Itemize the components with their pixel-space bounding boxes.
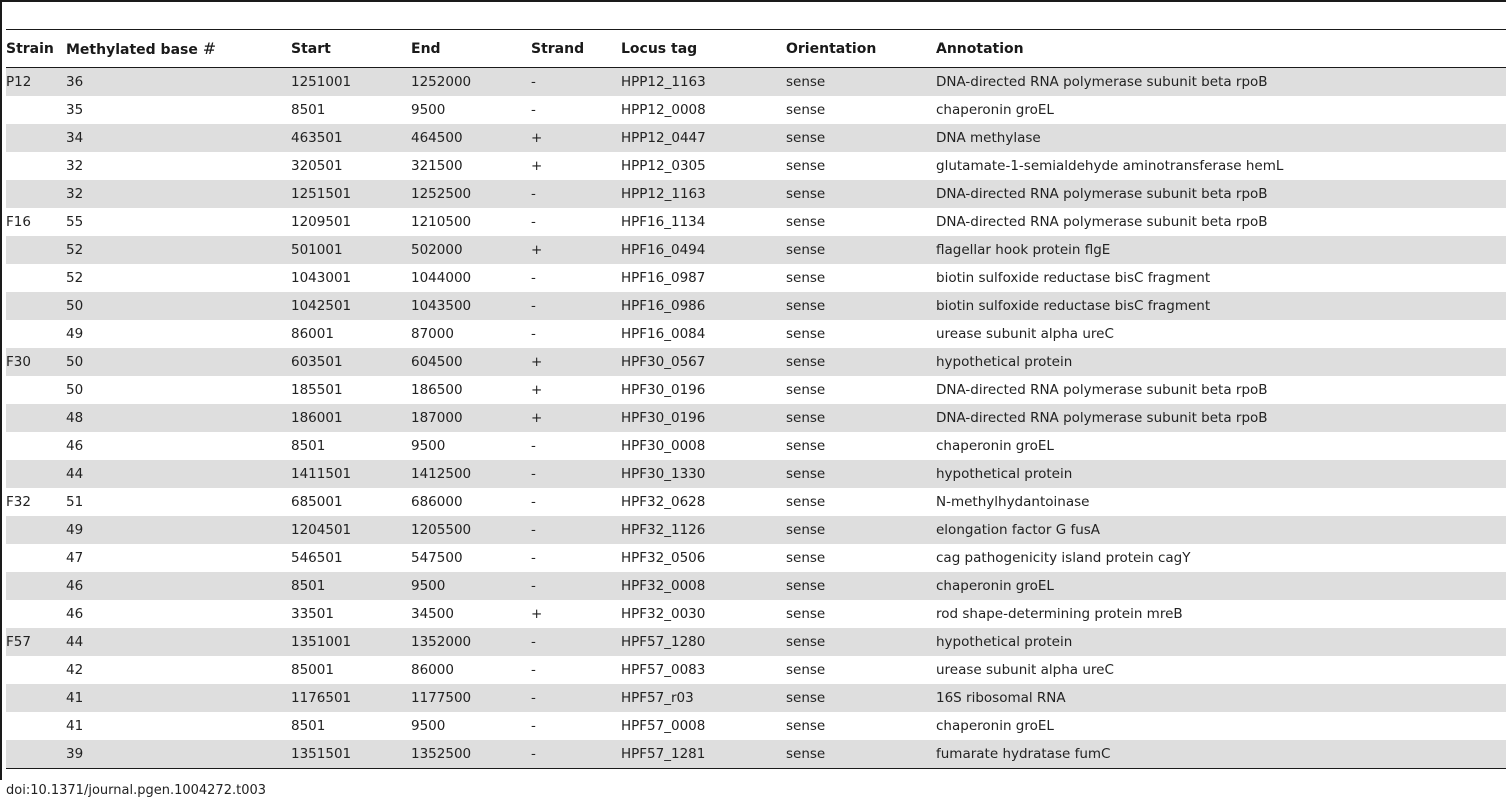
cell-methylated-base: 44	[66, 460, 291, 488]
cell-orientation: sense	[786, 124, 936, 152]
table-row	[6, 376, 1506, 404]
cell-start: 1351501	[291, 740, 411, 769]
cell-strand: -	[531, 494, 536, 510]
cell-annotation: DNA methylase	[936, 124, 1506, 152]
cell-start: 8501	[291, 438, 326, 454]
cell-strand: -	[531, 102, 536, 118]
cell-annotation: urease subunit alpha ureC	[936, 662, 1114, 678]
cell-orientation: sense	[786, 606, 826, 622]
cell-orientation: sense	[786, 326, 826, 342]
cell-strain	[6, 320, 66, 348]
table-row	[6, 180, 1506, 208]
cell-locus-tag: HPF16_0084	[621, 326, 706, 342]
cell-strain	[6, 712, 66, 740]
table-row	[6, 544, 1506, 572]
cell-end: 1044000	[411, 270, 472, 286]
cell-locus-tag: HPF32_0628	[621, 494, 706, 510]
cell-strand: -	[531, 516, 621, 544]
cell-end: 604500	[411, 348, 531, 376]
cell-methylated-base: 32	[66, 180, 291, 208]
cell-end: 1205500	[411, 516, 531, 544]
cell-annotation: chaperonin groEL	[936, 438, 1054, 454]
table-row	[6, 460, 1506, 488]
cell-end: 1412500	[411, 460, 531, 488]
cell-strain: P12	[6, 68, 66, 97]
cell-orientation: sense	[786, 68, 936, 97]
cell-strand: -	[531, 270, 536, 286]
cell-strand: -	[531, 572, 621, 600]
cell-orientation: sense	[786, 292, 936, 320]
cell-annotation: biotin sulfoxide reductase bisC fragment	[936, 270, 1211, 286]
cell-end: 187000	[411, 404, 531, 432]
cell-orientation: sense	[786, 382, 826, 398]
cell-start: 501001	[291, 236, 411, 264]
table-row	[6, 516, 1506, 544]
header-end: End	[411, 40, 441, 57]
cell-strand: -	[531, 68, 621, 97]
cell-strain	[6, 516, 66, 544]
cell-strand: +	[531, 382, 543, 398]
cell-locus-tag: HPP12_0305	[621, 158, 706, 174]
cell-start: 1204501	[291, 516, 411, 544]
cell-start: 320501	[291, 158, 343, 174]
cell-strand: +	[531, 158, 543, 174]
cell-methylated-base: 35	[66, 102, 84, 118]
cell-orientation: sense	[786, 740, 936, 769]
cell-strain	[6, 460, 66, 488]
cell-methylated-base: 42	[66, 662, 84, 678]
cell-end: 186500	[411, 382, 463, 398]
methylation-table	[6, 29, 1506, 769]
cell-locus-tag: HPF57_1281	[621, 740, 786, 769]
cell-strand: -	[531, 628, 621, 656]
header-methylated-label: Methylated base	[66, 42, 198, 58]
cell-end: 1252500	[411, 180, 531, 208]
cell-strand: +	[531, 606, 543, 622]
cell-methylated-base: 50	[66, 348, 291, 376]
cell-annotation: glutamate-1-semialdehyde aminotransferase hemL	[936, 158, 1284, 174]
cell-end: 9500	[411, 718, 446, 734]
cell-strand: -	[531, 438, 536, 454]
cell-orientation: sense	[786, 404, 936, 432]
cell-annotation: DNA-directed RNA polymerase subunit beta rpoB	[936, 214, 1268, 230]
cell-annotation: DNA-directed RNA polymerase subunit beta rpoB	[936, 404, 1506, 432]
cell-start: 86001	[291, 326, 334, 342]
cell-orientation: sense	[786, 684, 936, 712]
table-row	[6, 628, 1506, 656]
cell-locus-tag: HPP12_1163	[621, 68, 786, 97]
header-strain: Strain	[6, 40, 54, 57]
cell-orientation: sense	[786, 158, 826, 174]
cell-orientation: sense	[786, 516, 936, 544]
cell-strain	[6, 264, 66, 292]
cell-strain	[6, 152, 66, 180]
cell-strand: -	[531, 550, 536, 566]
cell-end: 321500	[411, 158, 463, 174]
cell-locus-tag: HPF30_0196	[621, 382, 706, 398]
cell-annotation: chaperonin groEL	[936, 102, 1054, 118]
cell-locus-tag: HPF30_0008	[621, 438, 706, 454]
cell-annotation: flagellar hook protein flgE	[936, 236, 1506, 264]
table-row	[6, 264, 1506, 292]
cell-locus-tag: HPF30_1330	[621, 460, 786, 488]
table-row	[6, 292, 1506, 320]
cell-orientation: sense	[786, 438, 826, 454]
cell-orientation: sense	[786, 662, 826, 678]
cell-strain	[6, 432, 66, 460]
cell-methylated-base: 44	[66, 628, 291, 656]
cell-annotation: biotin sulfoxide reductase bisC fragment	[936, 292, 1506, 320]
cell-methylated-base: 48	[66, 404, 291, 432]
cell-end: 547500	[411, 550, 463, 566]
cell-strain	[6, 600, 66, 628]
cell-strain	[6, 544, 66, 572]
cell-strand: -	[531, 326, 536, 342]
cell-strain: F30	[6, 348, 66, 376]
table-row	[6, 236, 1506, 264]
cell-methylated-base: 49	[66, 516, 291, 544]
cell-start: 1043001	[291, 270, 352, 286]
cell-start: 1209501	[291, 214, 352, 230]
table-row	[6, 432, 1506, 460]
cell-orientation: sense	[786, 550, 826, 566]
cell-strain	[6, 656, 66, 684]
table-body	[6, 68, 1506, 769]
cell-annotation: DNA-directed RNA polymerase subunit beta rpoB	[936, 68, 1506, 97]
cell-start: 8501	[291, 572, 411, 600]
cell-methylated-base: 39	[66, 740, 291, 769]
header-methylated-base	[66, 30, 291, 68]
table-row	[6, 488, 1506, 516]
cell-annotation: urease subunit alpha ureC	[936, 326, 1114, 342]
table-row	[6, 152, 1506, 180]
cell-strain	[6, 292, 66, 320]
cell-orientation: sense	[786, 180, 936, 208]
cell-start: 8501	[291, 102, 326, 118]
cell-methylated-base: 55	[66, 214, 84, 230]
cell-end: 1352000	[411, 628, 531, 656]
cell-strain: F32	[6, 494, 31, 510]
table-row	[6, 320, 1506, 348]
cell-methylated-base: 32	[66, 158, 84, 174]
cell-locus-tag: HPF57_0008	[621, 718, 706, 734]
cell-methylated-base: 52	[66, 270, 84, 286]
cell-end: 464500	[411, 124, 531, 152]
table-row	[6, 208, 1506, 236]
cell-strain: F57	[6, 628, 66, 656]
cell-start: 33501	[291, 606, 334, 622]
cell-start: 1411501	[291, 460, 411, 488]
table-row	[6, 740, 1506, 769]
cell-locus-tag: HPF32_0506	[621, 550, 706, 566]
cell-strand: -	[531, 684, 621, 712]
cell-methylated-base: 47	[66, 550, 84, 566]
header-orientation: Orientation	[786, 40, 877, 57]
cell-locus-tag: HPF57_0083	[621, 662, 706, 678]
cell-end: 86000	[411, 662, 454, 678]
cell-annotation: hypothetical protein	[936, 348, 1506, 376]
cell-end: 1177500	[411, 684, 531, 712]
table-row	[6, 68, 1506, 97]
data-table-wrapper	[6, 29, 1506, 769]
cell-strand: +	[531, 404, 621, 432]
table-header	[6, 30, 1506, 68]
cell-end: 1252000	[411, 68, 531, 97]
cell-strain	[6, 740, 66, 769]
cell-start: 186001	[291, 404, 411, 432]
cell-orientation: sense	[786, 494, 826, 510]
cell-strand: -	[531, 180, 621, 208]
cell-end: 34500	[411, 606, 454, 622]
cell-locus-tag: HPF32_0008	[621, 572, 786, 600]
cell-locus-tag: HPF16_0494	[621, 236, 786, 264]
table-row	[6, 572, 1506, 600]
cell-methylated-base: 46	[66, 606, 84, 622]
cell-orientation: sense	[786, 214, 826, 230]
cell-end: 686000	[411, 494, 463, 510]
cell-strain	[6, 376, 66, 404]
table-row	[6, 684, 1506, 712]
cell-orientation: sense	[786, 236, 936, 264]
cell-annotation: chaperonin groEL	[936, 572, 1506, 600]
header-row	[6, 30, 1506, 68]
cell-end: 502000	[411, 236, 531, 264]
cell-annotation: cag pathogenicity island protein cagY	[936, 550, 1191, 566]
header-locus-tag: Locus tag	[621, 40, 698, 57]
cell-locus-tag: HPP12_1163	[621, 180, 786, 208]
table-row	[6, 656, 1506, 684]
cell-strand: +	[531, 124, 621, 152]
cell-orientation: sense	[786, 348, 936, 376]
cell-locus-tag: HPF32_0030	[621, 606, 706, 622]
cell-methylated-base: 41	[66, 684, 291, 712]
cell-methylated-base: 50	[66, 292, 291, 320]
cell-strain	[6, 404, 66, 432]
table-row	[6, 712, 1506, 740]
cell-annotation: rod shape-determining protein mreB	[936, 606, 1183, 622]
table-row	[6, 600, 1506, 628]
cell-strand: +	[531, 236, 621, 264]
cell-strand: -	[531, 214, 536, 230]
cell-orientation: sense	[786, 102, 826, 118]
cell-annotation: DNA-directed RNA polymerase subunit beta rpoB	[936, 382, 1268, 398]
cell-methylated-base: 46	[66, 572, 291, 600]
cell-strain	[6, 236, 66, 264]
cell-strain	[6, 180, 66, 208]
cell-strain: F16	[6, 214, 31, 230]
cell-locus-tag: HPF16_0987	[621, 270, 706, 286]
cell-start: 1042501	[291, 292, 411, 320]
cell-locus-tag: HPF57_1280	[621, 628, 786, 656]
cell-methylated-base: 52	[66, 236, 291, 264]
cell-orientation: sense	[786, 572, 936, 600]
table-row	[6, 348, 1506, 376]
header-methylated-symbol: #	[202, 39, 217, 58]
cell-strand: -	[531, 718, 536, 734]
cell-strand: -	[531, 292, 621, 320]
header-strand: Strand	[531, 40, 585, 57]
top-rule	[0, 0, 1506, 2]
cell-start: 8501	[291, 718, 326, 734]
cell-annotation: elongation factor G fusA	[936, 516, 1506, 544]
cell-end: 87000	[411, 326, 454, 342]
cell-annotation: chaperonin groEL	[936, 718, 1054, 734]
doi-caption: doi:10.1371/journal.pgen.1004272.t003	[6, 783, 267, 798]
cell-strand: -	[531, 460, 621, 488]
cell-end: 1352500	[411, 740, 531, 769]
cell-orientation: sense	[786, 718, 826, 734]
cell-annotation: N-methylhydantoinase	[936, 494, 1090, 510]
cell-end: 9500	[411, 572, 531, 600]
cell-methylated-base: 50	[66, 382, 84, 398]
table-row	[6, 404, 1506, 432]
table-row	[6, 124, 1506, 152]
cell-start: 185501	[291, 382, 343, 398]
cell-end: 1043500	[411, 292, 531, 320]
cell-strand: -	[531, 740, 621, 769]
cell-end: 9500	[411, 102, 446, 118]
cell-strain	[6, 572, 66, 600]
cell-end: 9500	[411, 438, 446, 454]
header-start: Start	[291, 40, 331, 57]
cell-annotation: fumarate hydratase fumC	[936, 740, 1506, 769]
cell-methylated-base: 49	[66, 326, 84, 342]
cell-locus-tag: HPP12_0447	[621, 124, 786, 152]
cell-locus-tag: HPF16_0986	[621, 292, 786, 320]
cell-start: 1251001	[291, 68, 411, 97]
cell-locus-tag: HPF57_r03	[621, 684, 786, 712]
cell-locus-tag: HPF32_1126	[621, 516, 786, 544]
cell-strain	[6, 684, 66, 712]
cell-start: 1251501	[291, 180, 411, 208]
cell-start: 685001	[291, 494, 343, 510]
cell-locus-tag: HPF30_0196	[621, 404, 786, 432]
cell-locus-tag: HPP12_0008	[621, 102, 706, 118]
cell-annotation: hypothetical protein	[936, 460, 1506, 488]
cell-methylated-base: 36	[66, 68, 291, 97]
cell-methylated-base: 41	[66, 718, 84, 734]
cell-end: 1210500	[411, 214, 472, 230]
cell-orientation: sense	[786, 270, 826, 286]
cell-strain	[6, 124, 66, 152]
cell-locus-tag: HPF30_0567	[621, 348, 786, 376]
cell-annotation: 16S ribosomal RNA	[936, 684, 1506, 712]
cell-start: 85001	[291, 662, 334, 678]
cell-strain	[6, 96, 66, 124]
cell-strand: +	[531, 348, 621, 376]
cell-methylated-base: 51	[66, 494, 84, 510]
cell-locus-tag: HPF16_1134	[621, 214, 706, 230]
left-rule	[0, 0, 2, 780]
cell-methylated-base: 46	[66, 438, 84, 454]
table-row	[6, 96, 1506, 124]
cell-start: 1351001	[291, 628, 411, 656]
cell-strand: -	[531, 662, 536, 678]
cell-start: 463501	[291, 124, 411, 152]
cell-orientation: sense	[786, 628, 936, 656]
cell-start: 1176501	[291, 684, 411, 712]
header-annotation: Annotation	[936, 40, 1024, 57]
cell-annotation: hypothetical protein	[936, 628, 1506, 656]
cell-methylated-base: 34	[66, 124, 291, 152]
cell-annotation: DNA-directed RNA polymerase subunit beta rpoB	[936, 180, 1506, 208]
cell-start: 546501	[291, 550, 343, 566]
cell-start: 603501	[291, 348, 411, 376]
cell-orientation: sense	[786, 460, 936, 488]
